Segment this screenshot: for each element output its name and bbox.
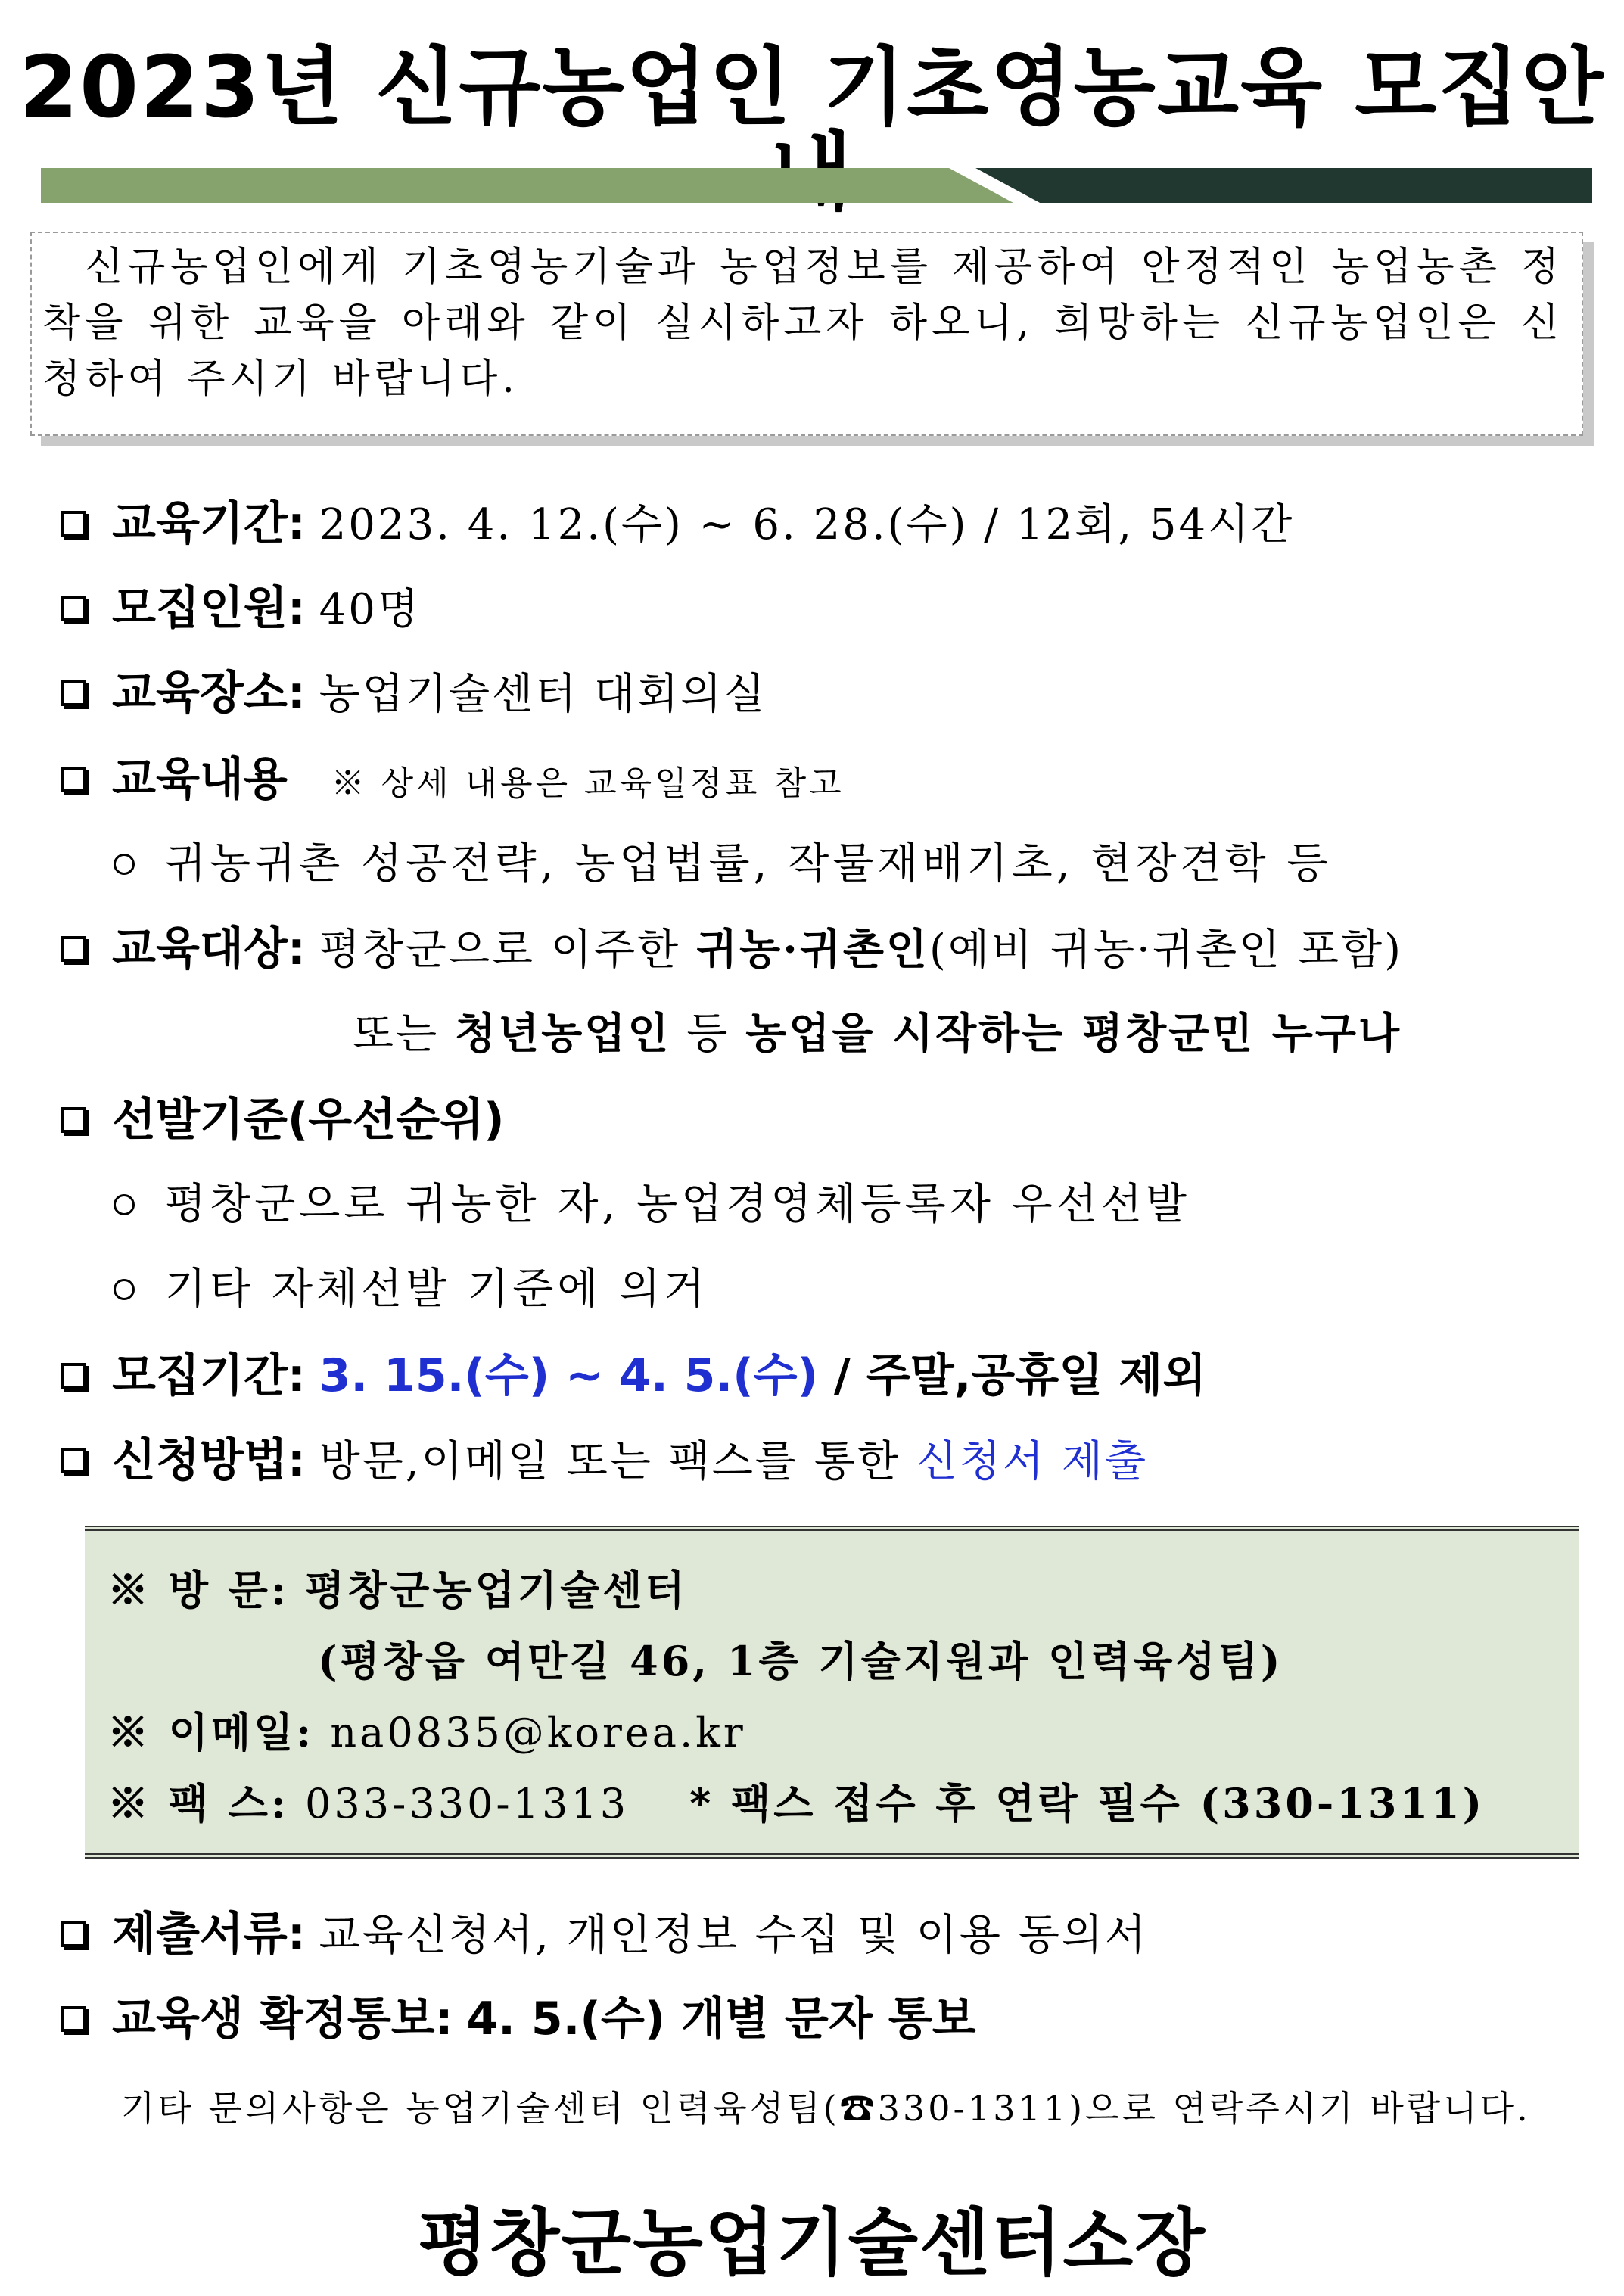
- documents-row: [61, 1907, 1148, 1963]
- criteria-row: [61, 1093, 505, 1149]
- square-bullet-icon: [61, 596, 86, 621]
- square-bullet-icon: [61, 1107, 86, 1133]
- recruit-dates: 3. 15.(수) ~ 4. 5.(수): [319, 1349, 819, 1402]
- recruit-row: [61, 1349, 1206, 1405]
- circle-bullet-icon: [114, 854, 135, 875]
- target-label: 교육대상:: [112, 922, 306, 975]
- intro-text: 신규농업인에게 기초영농기술과 농업정보를 제공하여 안정적인 농업농촌 정착을 위한 교육을 아래와 같이 실시하고자 하오니, 희망하는 신규농업인은 신청하여 주시기 바랍니다.: [42, 244, 1563, 402]
- target-line1: 평창군으로 이주한 귀농·귀촌인(예비 귀농·귀촌인 포함): [319, 925, 1403, 975]
- method-highlight: 신청서 제출: [916, 1437, 1149, 1486]
- capacity-value: 40명: [319, 585, 422, 634]
- contact-address: (평창읍 여만길 46, 1층 기술지원과 인력육성팀): [318, 1637, 1283, 1685]
- target-row: [61, 922, 1403, 978]
- square-bullet-icon: [61, 2006, 86, 2032]
- recruit-rest: / 주말,공휴일 제외: [818, 1349, 1207, 1402]
- square-bullet-icon: [61, 767, 86, 792]
- content-row: [61, 752, 845, 811]
- method-row: [61, 1433, 1148, 1489]
- square-bullet-icon: [61, 680, 86, 706]
- venue-row: [61, 666, 767, 722]
- content-label: 교육내용: [112, 753, 288, 806]
- square-bullet-icon: [61, 1448, 86, 1473]
- capacity-row: [61, 581, 421, 637]
- confirm-label: 교육생 확정통보:: [112, 1993, 453, 2046]
- criteria-item: 기타 자체선발 기준에 의거: [114, 1262, 708, 1317]
- contact-visit: ※ 방 문: 평창군농업기술센터: [107, 1566, 688, 1614]
- period-row: [61, 496, 1294, 552]
- period-value: 2023. 4. 12.(수) ~ 6. 28.(수) / 12회, 54시간: [319, 500, 1295, 549]
- period-label: 교육기간:: [112, 497, 306, 550]
- signature: 평창군농업기술센터소장: [417, 2201, 1207, 2285]
- recruit-label: 모집기간:: [112, 1349, 306, 1402]
- confirm-row: [61, 1992, 976, 2048]
- documents-value: 교육신청서, 개인정보 수집 및 이용 동의서: [319, 1911, 1149, 1960]
- contact-email: ※ 이메일: na0835@korea.kr: [107, 1708, 746, 1756]
- documents-label: 제출서류:: [112, 1908, 306, 1961]
- page-title: 2023년 신규농업인 기초영농교육 모집안: [19, 39, 1605, 137]
- contact-fax: ※ 팩 스: 033-330-1313 * 팩스 접수 후 연락 필수 (330-1311): [107, 1779, 1486, 1828]
- title-underline-banner: [41, 168, 1592, 203]
- phone-icon: ☎: [839, 2088, 878, 2129]
- footnote: 기타 문의사항은 농업기술센터 인력육성팀(☎330-1311)으로 연락주시기 바랍니다.: [121, 2088, 1531, 2129]
- square-bullet-icon: [61, 936, 86, 962]
- content-item: 귀농귀촌 성공전략, 농업법률, 작물재배기초, 현장견학 등: [114, 837, 1332, 891]
- square-bullet-icon: [61, 1921, 86, 1947]
- circle-bullet-icon: [114, 1279, 135, 1300]
- criteria-item: 평창군으로 귀농한 자, 농업경영체등록자 우선선발: [114, 1178, 1190, 1232]
- method-value: 방문,이메일 또는 팩스를 통한: [319, 1437, 916, 1486]
- square-bullet-icon: [61, 511, 86, 537]
- method-label: 신청방법:: [112, 1434, 306, 1487]
- capacity-label: 모집인원:: [112, 582, 306, 635]
- venue-value: 농업기술센터 대회의실: [319, 670, 767, 719]
- square-bullet-icon: [61, 1363, 86, 1389]
- target-line2: 또는 청년농업인 등 농업을 시작하는 평창군민 누구나: [353, 1009, 1402, 1059]
- confirm-value: 4. 5.(수) 개별 문자 통보: [466, 1993, 976, 2046]
- venue-label: 교육장소:: [112, 667, 306, 720]
- circle-bullet-icon: [114, 1194, 135, 1215]
- criteria-label: 선발기준(우선순위): [112, 1094, 505, 1146]
- content-note: ※ 상세 내용은 교육일정표 참고: [331, 764, 845, 803]
